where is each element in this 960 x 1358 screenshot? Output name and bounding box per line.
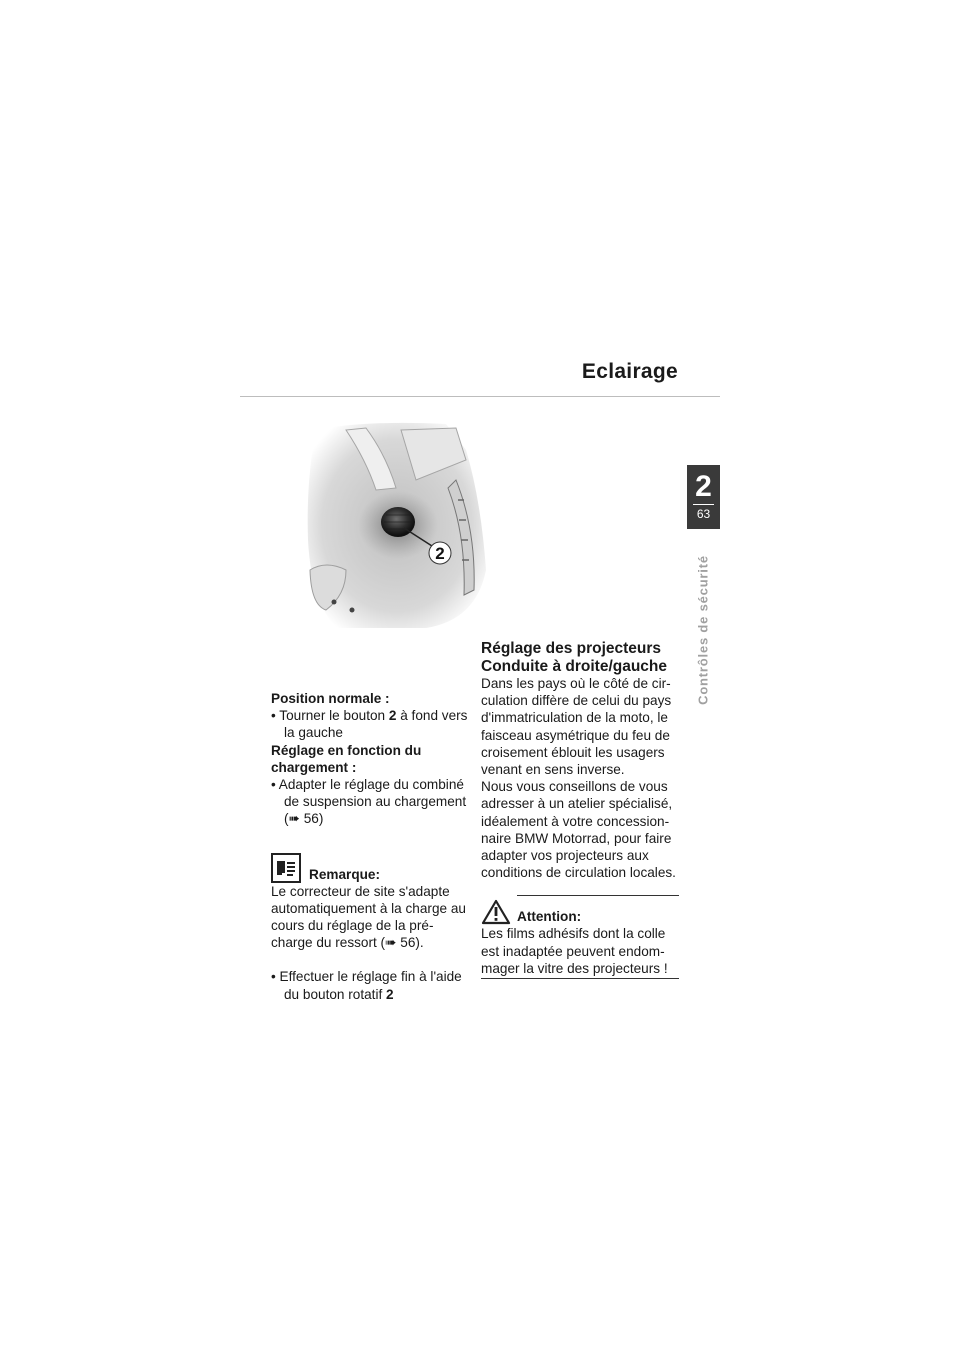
figure-callout: 2	[435, 544, 445, 563]
load-adjust-heading: Réglage en fonction du chargement :	[271, 742, 422, 775]
title-divider	[240, 396, 720, 397]
normal-position-heading: Position normale :	[271, 691, 390, 706]
note-text: Le correcteur de site s'adapte automatiquement à la charge au cours du réglage de la pré-charge du ressort (➠ 56).	[271, 883, 466, 951]
warning-text: Les films adhésifs dont la colle est inadaptée peuvent endom-mager la vitre des projecteurs !	[481, 926, 668, 976]
chapter-divider	[693, 504, 714, 505]
right-column	[481, 640, 681, 979]
page-number: 63	[696, 507, 711, 521]
list-item: • Adapter le réglage du combiné de suspension au chargement (➠ 56)	[271, 777, 467, 827]
chapter-side-title: Contrôles de sécurité	[695, 555, 711, 705]
note-header	[271, 853, 471, 883]
headlight-adjuster-photo	[306, 420, 490, 630]
section-heading: Réglage des projecteurs Conduite à droite/gauche	[481, 640, 668, 675]
page-title: Eclairage	[581, 360, 678, 383]
warning-top-rule	[517, 895, 679, 896]
paragraph: Dans les pays où le côté de cir-culation diffère de celui du pays d'immatriculation de la moto, le faisceau asymétrique du feu de croisement éblouit les usagers venant en sens inverse.	[481, 676, 672, 778]
chapter-number: 2	[695, 470, 712, 503]
warning-bottom-rule	[481, 978, 679, 979]
chapter-tab	[687, 465, 720, 529]
note-icon	[271, 853, 301, 883]
list-item: • Effectuer le réglage fin à l'aide du bouton rotatif 2	[271, 969, 462, 1002]
note-label: Remarque:	[309, 866, 381, 882]
list-item: • Tourner le bouton 2 à fond vers la gauche	[271, 708, 468, 741]
warning-header	[481, 895, 681, 925]
paragraph: Nous vous conseillons de vous adresser à un atelier spécialisé, idéalement à votre concession-naire BMW Motorrad, pour faire adapter vos projecteurs aux conditions de circulation locales.	[481, 779, 676, 881]
left-column	[271, 690, 471, 1003]
warning-label: Attention:	[517, 909, 582, 925]
warning-icon	[481, 899, 511, 925]
